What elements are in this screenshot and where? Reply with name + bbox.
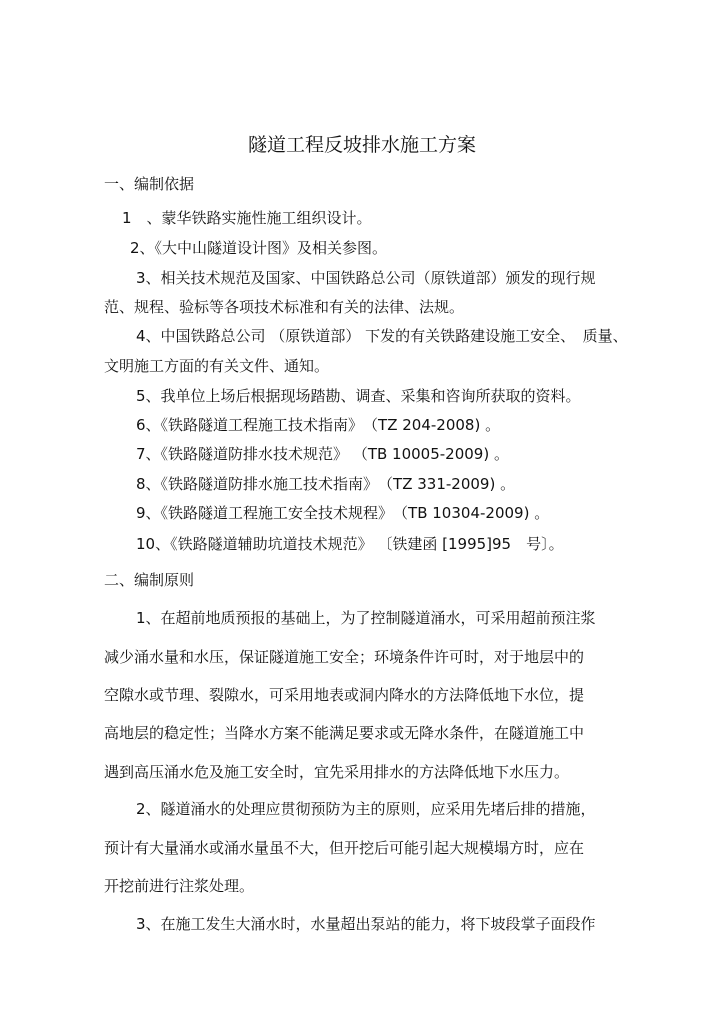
section-heading: 二、编制原则 [104, 571, 195, 589]
paragraph-line: 高地层的稳定性；当降水方案不能满足要求或无降水条件，在隧道施工中 [104, 724, 585, 742]
paragraph-line: 文明施工方面的有关文件、通知。 [104, 357, 330, 375]
paragraph-line: 范、规程、验标等各项技术标准和有关的法律、法规。 [104, 298, 465, 316]
paragraph-line: 1、在超前地质预报的基础上，为了控制隧道涌水，可采用超前预注浆 [136, 609, 596, 627]
paragraph-line: 3、相关技术规范及国家、中国铁路总公司（原铁道部）颁发的现行规 [136, 269, 596, 287]
document-title: 隧道工程反坡排水施工方案 [247, 134, 476, 156]
paragraph-line: 6、《铁路隧道工程施工技术指南》 （TZ 204-2008) 。 [136, 416, 501, 434]
paragraph-line: 9、《铁路隧道工程施工安全技术规程》 （TB 10304-2009) 。 [136, 504, 550, 522]
paragraph-line: 2、《大中山隧道设计图》及相关参图。 [130, 239, 388, 257]
paragraph-line: 4、中国铁路总公司 （原铁道部） 下发的有关铁路建设施工安全、 质量、 [136, 327, 628, 345]
paragraph-line: 10、《铁路隧道辅助坑道技术规范》 〔铁建函 [1995]95 号〕。 [136, 535, 564, 553]
paragraph-line: 遇到高压涌水危及施工安全时，宜先采用排水的方法降低地下水压力。 [104, 763, 570, 781]
paragraph-line: 5、我单位上场后根据现场踏勘、调查、采集和咨询所获取的资料。 [136, 387, 581, 405]
paragraph-line: 7、《铁路隧道防排水技术规范》 （TB 10005-2009) 。 [136, 445, 509, 463]
paragraph-line: 减少涌水量和水压，保证隧道施工安全；环境条件许可时，对于地层中的 [104, 648, 585, 666]
paragraph-line: 2、隧道涌水的处理应贯彻预防为主的原则，应采用先堵后排的措施， [136, 800, 596, 818]
paragraph-line: 空隙水或节理、裂隙水，可采用地表或洞内降水的方法降低地下水位，提 [104, 686, 585, 704]
paragraph-line: 预计有大量涌水或涌水量虽不大，但开挖后可能引起大规模塌方时，应在 [104, 839, 585, 857]
paragraph-line: 开挖前进行注浆处理。 [104, 877, 255, 895]
paragraph-line: 1 、蒙华铁路实施性施工组织设计。 [122, 209, 372, 227]
paragraph-line: 8、《铁路隧道防排水施工技术指南》 （TZ 331-2009) 。 [136, 475, 516, 493]
section-heading: 一、编制依据 [104, 175, 195, 193]
paragraph-line: 3、在施工发生大涌水时，水量超出泵站的能力，将下坡段掌子面段作 [136, 915, 596, 933]
